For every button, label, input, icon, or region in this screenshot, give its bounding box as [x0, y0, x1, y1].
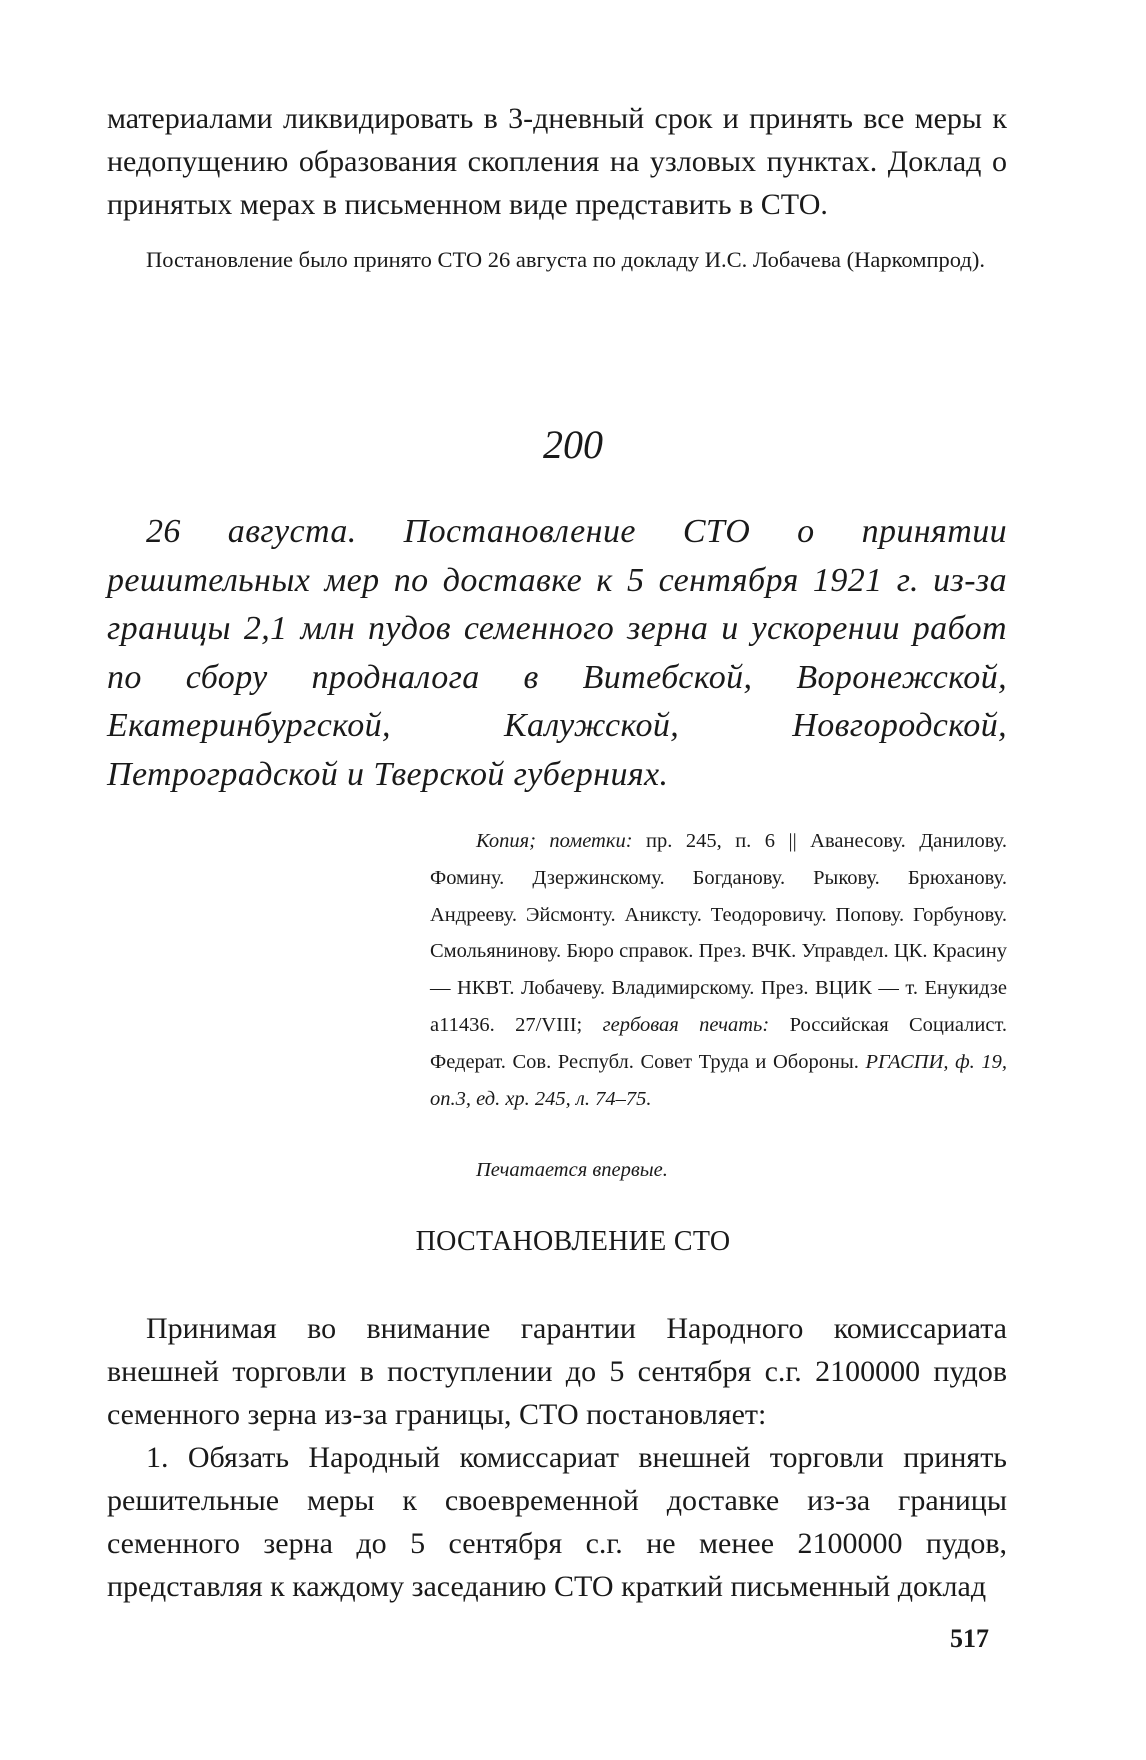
page-number: 517: [950, 1624, 989, 1653]
archive-reference: РГАСПИ, ф. 19, оп.3, ед. хр. 245, л. 74–75.: [430, 1050, 1007, 1110]
resolution-body: [107, 1307, 1007, 1608]
first-publication-note: Печатается впервые.: [476, 1159, 668, 1181]
archive-note: [430, 823, 1007, 1117]
adoption-note: Постановление было принято СТО 26 августа по докладу И.С. Лобачева (Наркомпрод).: [146, 247, 985, 272]
document-number: 200: [543, 422, 603, 467]
archive-label-copy: Копия; пометки:: [476, 830, 633, 852]
body-paragraph-1: Принимая во внимание гарантии Народного комиссариата внешней торговли в поступлении до 5 сентября с.г. 2100000 пудов семенного зерна из-за границы, СТО постановляет:: [107, 1312, 1007, 1431]
archive-text-seal: Российская Социалист. Федерат. Сов. Республ. Совет Труда и Обороны.: [430, 1013, 1007, 1073]
top-paragraph-block: [107, 97, 1007, 226]
adoption-note-block: [107, 242, 1007, 278]
body-paragraph-2: 1. Обязать Народный комиссариат внешней торговли принять решительные меры к своевременной доставке из-за границы семенного зерна до 5 сентября с.г. не менее 2100000 пудов, представляя к каждому заседанию СТО краткий письменный доклад: [107, 1441, 1007, 1603]
archive-text-main: пр. 245, п. 6 || Аванесову. Данилову. Фомину. Дзержинскому. Богданову. Рыкову. Брюханову. Андрееву. Эйсмонту. Аниксту. Теодоровичу. Попову. Горбунову. Смольянинову. Бюро справок. През. ВЧК. Управдел. ЦК. Красину — НКВТ. Лобачеву. Владимирскому. През. ВЦИК — т. Енукидзе а11436. 27/VIII;: [430, 830, 1008, 1036]
document-heading: 26 августа. Постановление СТО о принятии решительных мер по доставке к 5 сентября 1921 г. из-за границы 2,1 млн пудов семенного зерна и ускорении работ по сбору продналога в Витебской, Воронежской, Екатеринбургской, Калужской, Новгородской, Петроградской и Тверской губерниях.: [107, 513, 1007, 793]
top-paragraph: материалами ликвидировать в 3-дневный срок и принять все меры к недопущению образования скопления на узловых пунктах. Доклад о принятых мерах в письменном виде представить в СТО.: [107, 102, 1007, 221]
archive-label-seal: гербовая печать:: [602, 1013, 770, 1036]
document-heading-block: [107, 508, 1007, 799]
section-title: ПОСТАНОВЛЕНИЕ СТО: [415, 1226, 731, 1257]
